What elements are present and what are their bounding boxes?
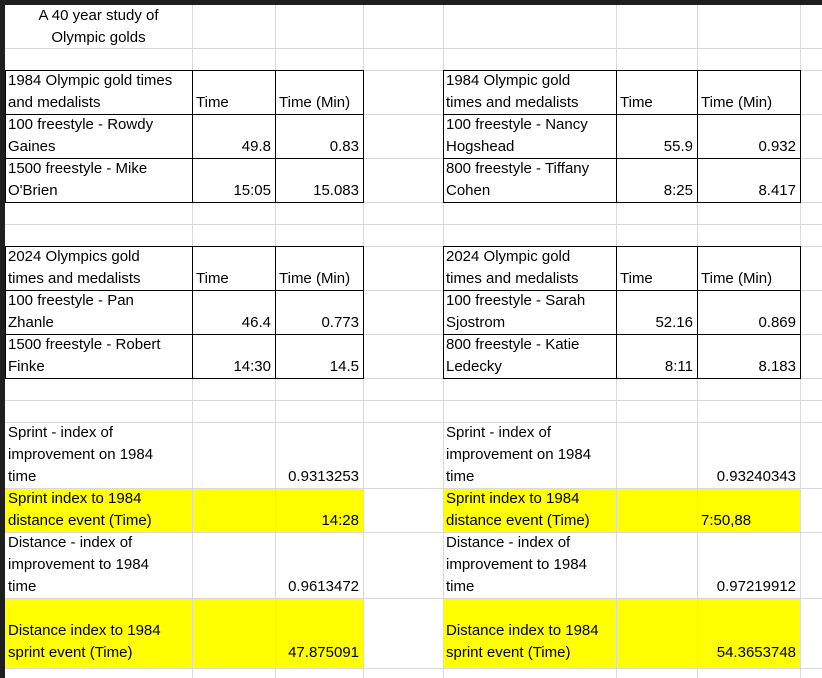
right-1984-header-l2[interactable]: times and medalists (446, 94, 579, 111)
right-1984-header-l1[interactable]: 1984 Olympic gold (446, 72, 571, 89)
left-dist-index-l3[interactable]: time (8, 578, 37, 595)
right-dist-sprint-value[interactable]: 54.3653748 (716, 644, 796, 661)
left-sprint-index-l3[interactable]: time (8, 468, 37, 485)
left-sprint-dist-value[interactable]: 14:28 (321, 512, 359, 529)
right-2024-row2-min[interactable]: 8.183 (758, 358, 796, 375)
right-sprint-index-l3[interactable]: time (446, 468, 475, 485)
left-1984-row1-l1[interactable]: 100 freestyle - Rowdy (8, 116, 154, 133)
right-2024-header-l1[interactable]: 2024 Olympic gold (446, 248, 571, 265)
right-dist-index-l1[interactable]: Distance - index of (446, 534, 571, 551)
right-1984-row2-l2[interactable]: Cohen (446, 182, 491, 199)
left-1984-row2-time[interactable]: 15:05 (233, 182, 271, 199)
left-2024-header-l2[interactable]: times and medalists (8, 270, 141, 287)
right-1984-row2-time[interactable]: 8:25 (663, 182, 693, 199)
right-2024-col-time[interactable]: Time (620, 270, 653, 287)
right-2024-row1-time[interactable]: 52.16 (655, 314, 693, 331)
left-dist-index-l1[interactable]: Distance - index of (8, 534, 133, 551)
right-sprint-index-value[interactable]: 0.93240343 (716, 468, 796, 485)
right-1984-row1-time[interactable]: 55.9 (663, 138, 693, 155)
right-1984-row1-l2[interactable]: Hogshead (446, 138, 515, 155)
right-sprint-dist-value[interactable]: 7:50,88 (701, 512, 752, 529)
right-sprint-dist-l1[interactable]: Sprint index to 1984 (446, 490, 580, 507)
right-dist-index-l2[interactable]: improvement to 1984 (446, 556, 587, 573)
right-dist-index-l3[interactable]: time (446, 578, 475, 595)
sheet-title-line1[interactable]: A 40 year study of (38, 7, 159, 24)
right-2024-row2-l1[interactable]: 800 freestyle - Katie (446, 336, 580, 353)
right-2024-row2-l2[interactable]: Ledecky (446, 358, 502, 375)
left-dist-sprint-l2[interactable]: sprint event (Time) (8, 644, 133, 661)
left-dist-sprint-l1[interactable]: Distance index to 1984 (8, 622, 161, 639)
left-sprint-dist-l1[interactable]: Sprint index to 1984 (8, 490, 142, 507)
left-dist-index-value[interactable]: 0.9613472 (288, 578, 359, 595)
right-1984-col-min[interactable]: Time (Min) (701, 94, 773, 111)
right-2024-row1-min[interactable]: 0.869 (758, 314, 796, 331)
left-2024-col-time[interactable]: Time (196, 270, 229, 287)
right-1984-row2-l1[interactable]: 800 freestyle - Tiffany (446, 160, 590, 177)
right-sprint-dist-l2[interactable]: distance event (Time) (446, 512, 590, 529)
right-2024-col-min[interactable]: Time (Min) (701, 270, 773, 287)
left-1984-row2-l1[interactable]: 1500 freestyle - Mike (8, 160, 148, 177)
right-dist-sprint-l2[interactable]: sprint event (Time) (446, 644, 571, 661)
right-2024-header-l2[interactable]: times and medalists (446, 270, 579, 287)
right-dist-sprint-l1[interactable]: Distance index to 1984 (446, 622, 599, 639)
left-2024-col-min[interactable]: Time (Min) (279, 270, 351, 287)
left-1984-row2-l2[interactable]: O'Brien (8, 182, 58, 199)
right-2024-row1-l2[interactable]: Sjostrom (446, 314, 506, 331)
left-2024-row1-min[interactable]: 0.773 (321, 314, 359, 331)
left-1984-col-min[interactable]: Time (Min) (279, 94, 351, 111)
left-1984-col-time[interactable]: Time (196, 94, 229, 111)
left-2024-row1-l1[interactable]: 100 freestyle - Pan (8, 292, 134, 309)
left-1984-header-l2[interactable]: and medalists (8, 94, 101, 111)
left-1984-header-l1[interactable]: 1984 Olympic gold times (8, 72, 173, 89)
right-sprint-index-l2[interactable]: improvement on 1984 (446, 446, 592, 463)
left-sprint-index-l2[interactable]: improvement on 1984 (8, 446, 154, 463)
left-2024-row2-l2[interactable]: Finke (8, 358, 45, 375)
left-dist-sprint-value[interactable]: 47.875091 (288, 644, 359, 661)
left-2024-row1-l2[interactable]: Zhanle (8, 314, 54, 331)
right-2024-row2-time[interactable]: 8:11 (664, 358, 693, 375)
left-sprint-dist-l2[interactable]: distance event (Time) (8, 512, 152, 529)
left-1984-row1-time[interactable]: 49.8 (241, 138, 271, 155)
left-2024-row1-time[interactable]: 46.4 (241, 314, 271, 331)
right-1984-col-time[interactable]: Time (620, 94, 653, 111)
left-2024-header-l1[interactable]: 2024 Olympics gold (8, 248, 140, 265)
right-2024-row1-l1[interactable]: 100 freestyle - Sarah (446, 292, 586, 309)
left-1984-row1-min[interactable]: 0.83 (329, 138, 359, 155)
sheet-title-line2[interactable]: Olympic golds (51, 29, 146, 46)
right-1984-row1-l1[interactable]: 100 freestyle - Nancy (446, 116, 588, 133)
left-1984-row1-l2[interactable]: Gaines (8, 138, 56, 155)
right-sprint-index-l1[interactable]: Sprint - index of (446, 424, 552, 441)
left-2024-row2-l1[interactable]: 1500 freestyle - Robert (8, 336, 161, 353)
left-dist-index-l2[interactable]: improvement to 1984 (8, 556, 149, 573)
right-1984-row2-min[interactable]: 8.417 (758, 182, 796, 199)
right-1984-row1-min[interactable]: 0.932 (758, 138, 796, 155)
left-2024-row2-time[interactable]: 14:30 (233, 358, 271, 375)
left-sprint-index-value[interactable]: 0.9313253 (288, 468, 359, 485)
right-dist-index-value[interactable]: 0.97219912 (716, 578, 796, 595)
left-sprint-index-l1[interactable]: Sprint - index of (8, 424, 114, 441)
left-1984-row2-min[interactable]: 15.083 (313, 182, 359, 199)
left-2024-row2-min[interactable]: 14.5 (329, 358, 359, 375)
